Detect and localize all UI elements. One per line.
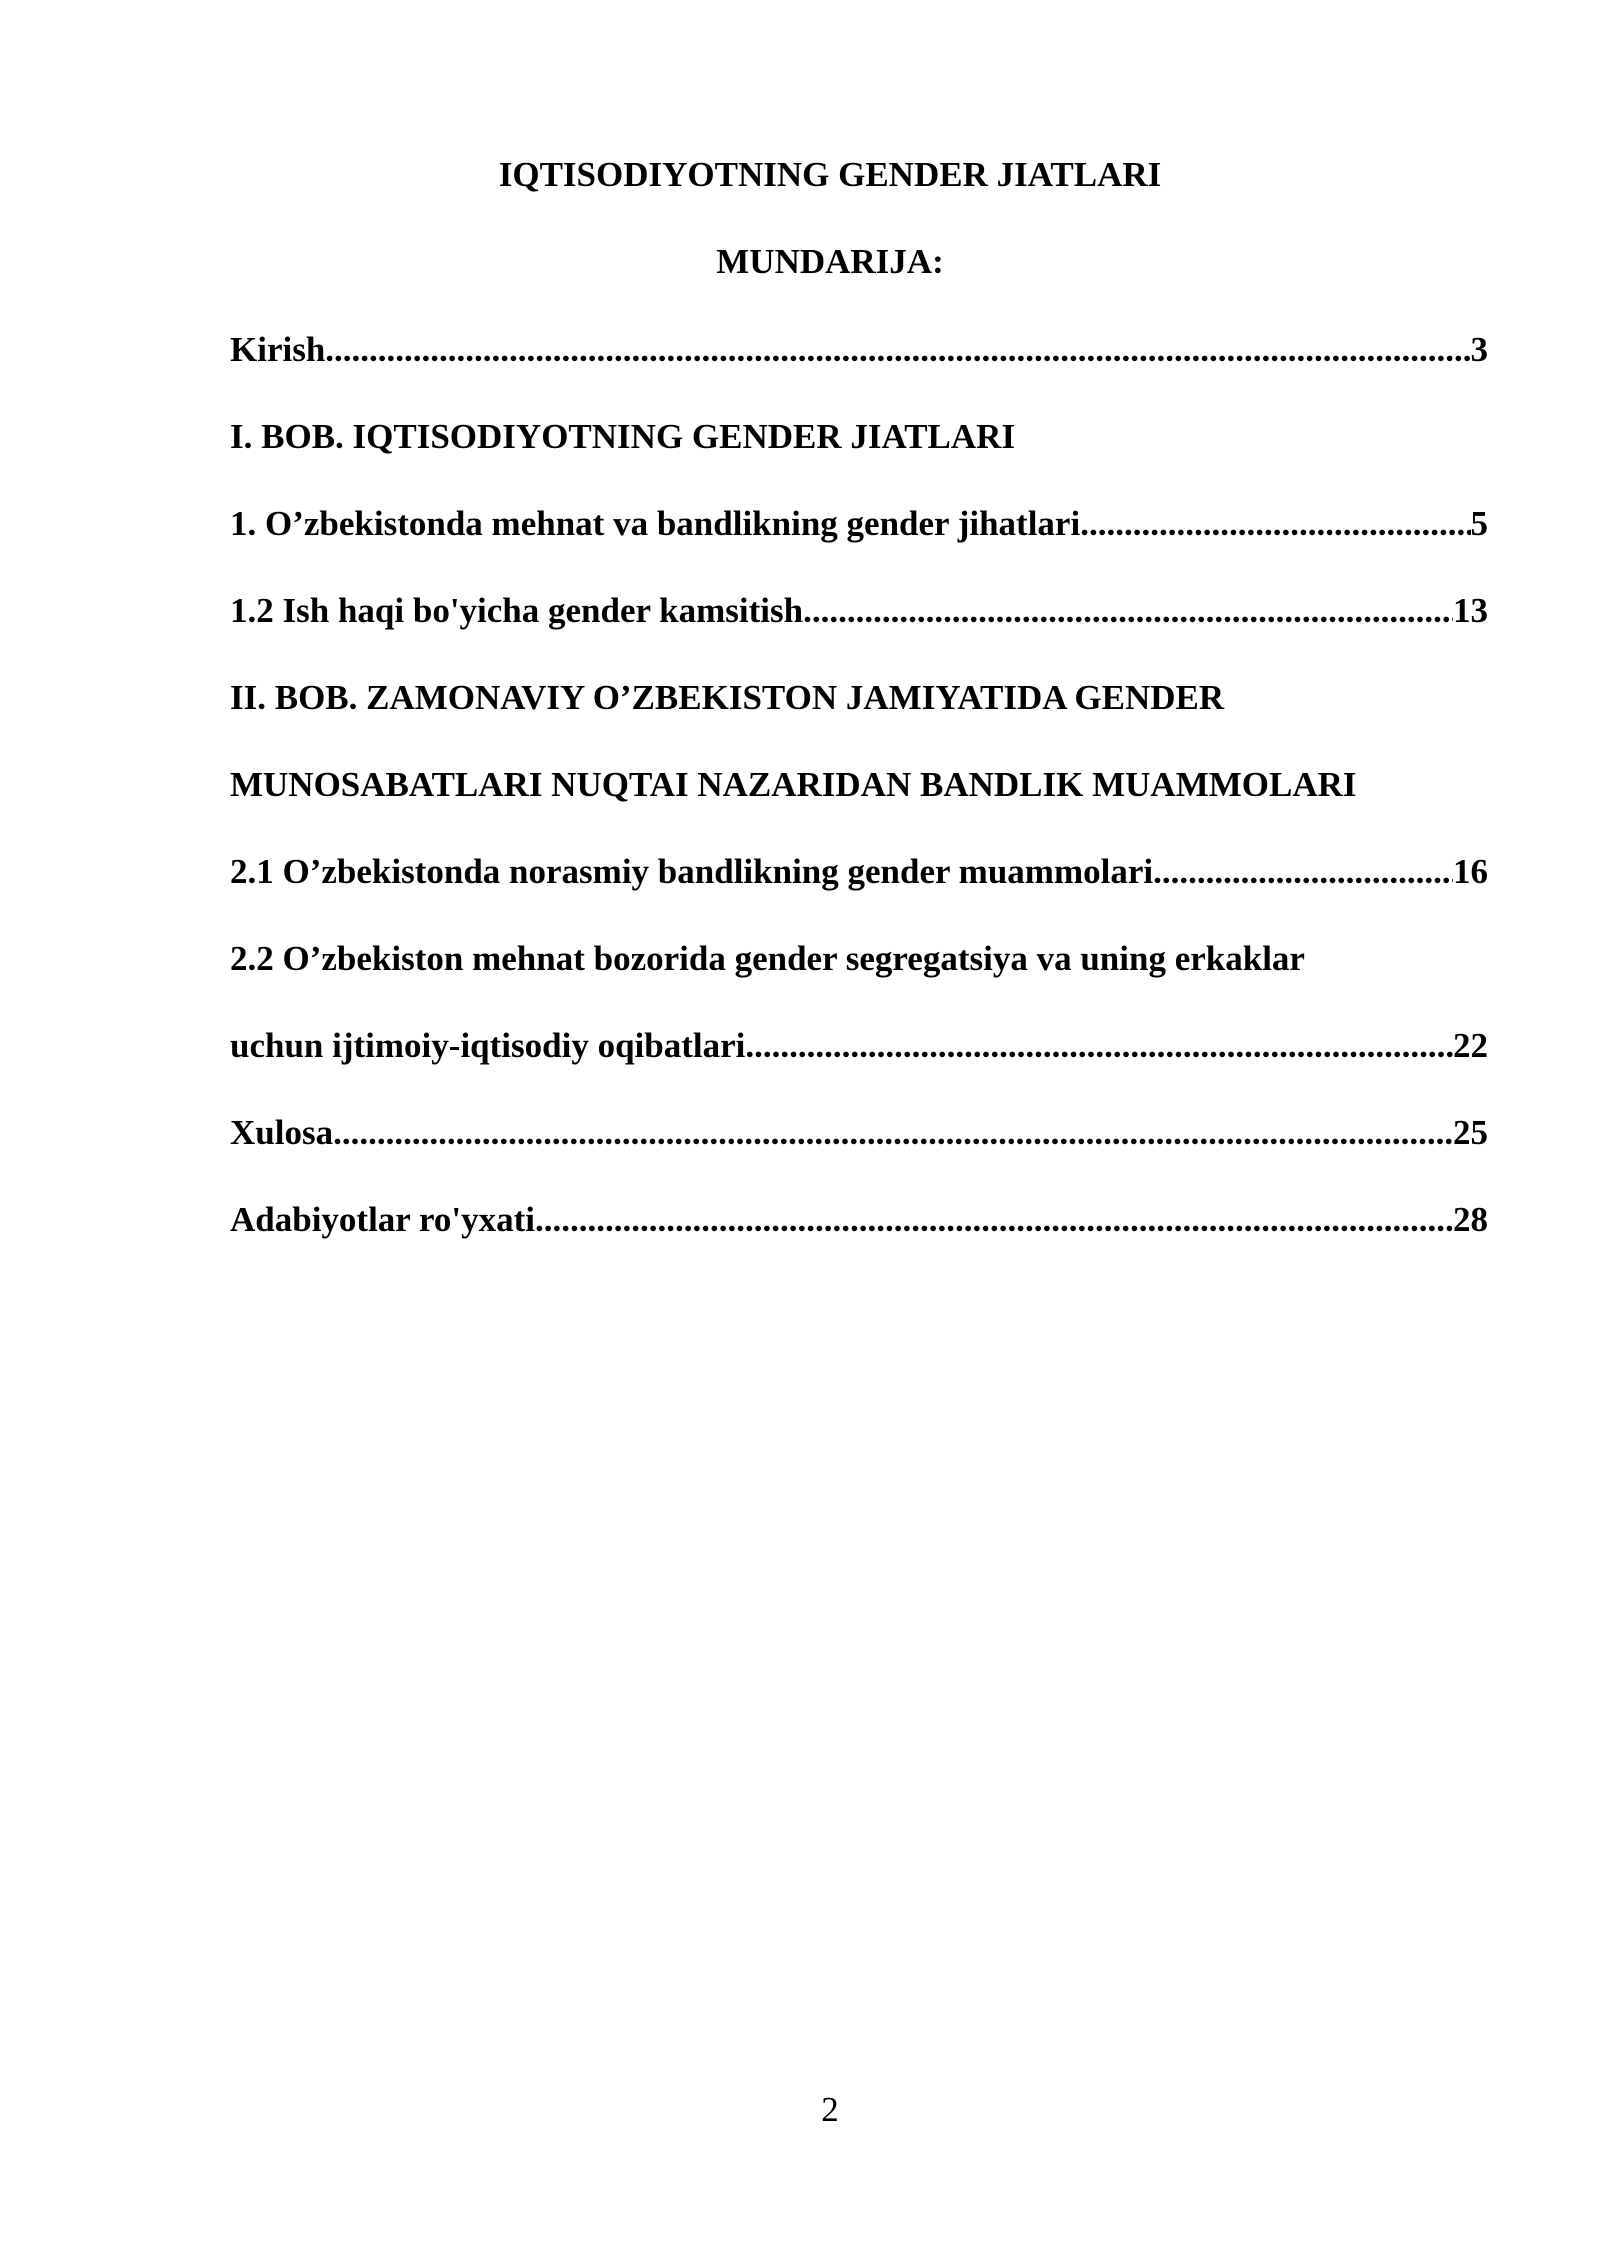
toc-entry-page: 16 <box>1453 852 1488 891</box>
toc-entry-label: Adabiyotlar ro'yxati <box>230 1200 535 1239</box>
toc-entry-page: 22 <box>1453 1026 1488 1065</box>
toc-entry-page: 5 <box>1470 504 1488 543</box>
toc-entry-xulosa[interactable] <box>230 1113 1488 1200</box>
dot-leader <box>333 1113 1453 1153</box>
toc-entry-page: 28 <box>1453 1200 1488 1239</box>
toc-entry-page: 3 <box>1470 330 1488 369</box>
toc-entry-label: 1.2 Ish haqi bo'yicha gender kamsitish <box>230 591 804 630</box>
page-number: 2 <box>821 2090 839 2129</box>
toc-entry-section-2-2-line-2[interactable] <box>230 1026 1488 1113</box>
toc-entry-adabiyotlar[interactable] <box>230 1200 1488 1287</box>
toc-entry-section-2-1[interactable] <box>230 852 1488 939</box>
toc-chapter-label: II. BOB. ZAMONAVIY O’ZBEKISTON JAMIYATIDA GENDER <box>230 678 1225 717</box>
toc-entry-label: 2.2 O’zbekiston mehnat bozorida gender segregatsiya va uning erkaklar <box>230 939 1305 978</box>
toc-chapter-2-line-2[interactable] <box>230 765 1488 852</box>
toc-entry-label: 1. O’zbekistonda mehnat va bandlikning gender jihatlari <box>230 504 1081 543</box>
table-of-contents <box>230 330 1488 1287</box>
toc-entry-section-1-2[interactable] <box>230 591 1488 678</box>
toc-entry-label: Xulosa <box>230 1113 334 1152</box>
toc-entry-label: 2.1 O’zbekistonda norasmiy bandlikning gender muammolari <box>230 852 1154 891</box>
toc-entry-page: 13 <box>1453 591 1488 630</box>
toc-chapter-1[interactable] <box>230 417 1488 504</box>
dot-leader <box>745 1026 1453 1066</box>
dot-leader <box>535 1200 1453 1240</box>
toc-heading: MUNDARIJA: <box>716 242 944 281</box>
toc-entry-label: Kirish <box>230 330 326 369</box>
toc-chapter-label-continued: MUNOSABATLARI NUQTAI NAZARIDAN BANDLIK MUAMMOLARI <box>230 765 1357 804</box>
toc-chapter-label: I. BOB. IQTISODIYOTNING GENDER JIATLARI <box>230 417 1016 456</box>
toc-entry-kirish[interactable] <box>230 330 1488 417</box>
dot-leader <box>1153 852 1453 892</box>
toc-entry-page: 25 <box>1453 1113 1488 1152</box>
dot-leader <box>803 591 1453 631</box>
dot-leader <box>325 330 1470 370</box>
toc-entry-label-continued: uchun ijtimoiy-iqtisodiy oqibatlari <box>230 1026 746 1065</box>
toc-entry-section-2-2-line-1[interactable] <box>230 939 1488 1026</box>
toc-chapter-2-line-1[interactable] <box>230 678 1488 765</box>
toc-entry-section-1-1[interactable] <box>230 504 1488 591</box>
dot-leader <box>1080 504 1470 544</box>
document-title: IQTISODIYOTNING GENDER JIATLARI <box>498 155 1162 194</box>
